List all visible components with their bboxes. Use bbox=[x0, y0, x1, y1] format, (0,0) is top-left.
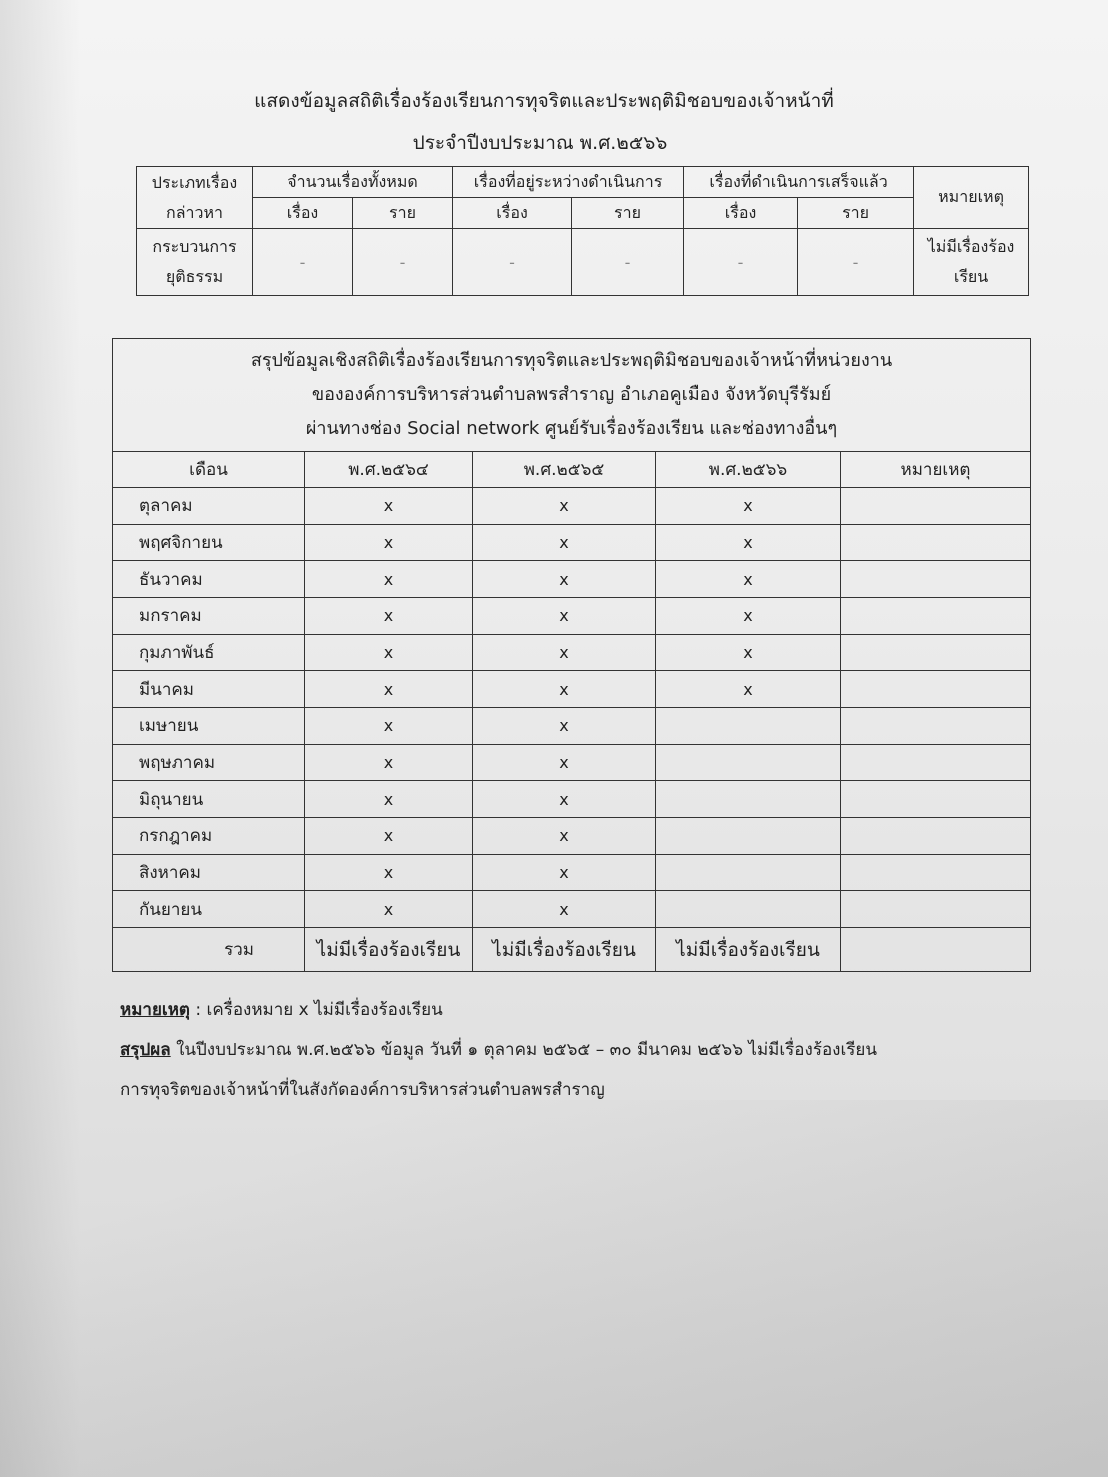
row-note bbox=[841, 487, 1031, 524]
month-cell: มิถุนายน bbox=[113, 781, 305, 818]
summary-text: ในปีงบประมาณ พ.ศ.๒๕๖๖ ข้อมูล วันที่ ๑ ตุลาคม ๒๕๖๕ – ๓๐ มีนาคม ๒๕๖๖ ไม่มีเรื่องร้องเรียน bbox=[170, 1040, 877, 1060]
summary-caption bbox=[113, 339, 1031, 452]
remark-text: : เครื่องหมาย x ไม่มีเรื่องร้องเรียน bbox=[189, 1000, 443, 1020]
summary-label: สรุปผล bbox=[120, 1040, 171, 1060]
mark-2566: x bbox=[656, 487, 841, 524]
mark-2566: x bbox=[656, 597, 841, 634]
cell-completed-story: - bbox=[684, 229, 798, 296]
subheader-case: ราย bbox=[353, 198, 453, 229]
row-complaint-type: กระบวนการยุติธรรม bbox=[137, 229, 253, 296]
mark-2564: x bbox=[305, 818, 473, 855]
mark-2565: x bbox=[473, 524, 656, 561]
header-completed: เรื่องที่ดำเนินการเสร็จแล้ว bbox=[684, 167, 914, 198]
mark-2564: x bbox=[305, 744, 473, 781]
mark-2566 bbox=[656, 891, 841, 928]
table-row bbox=[113, 854, 1031, 891]
month-cell: พฤษภาคม bbox=[113, 744, 305, 781]
header-year-2565: พ.ศ.๒๕๖๕ bbox=[473, 452, 656, 488]
month-cell: กันยายน bbox=[113, 891, 305, 928]
mark-2566 bbox=[656, 744, 841, 781]
header-total: จำนวนเรื่องทั้งหมด bbox=[253, 167, 453, 198]
total-2564: ไม่มีเรื่องร้องเรียน bbox=[305, 928, 473, 972]
header-year-2564: พ.ศ.๒๕๖๔ bbox=[305, 452, 473, 488]
mark-2566 bbox=[656, 818, 841, 855]
cell-progress-story: - bbox=[453, 229, 572, 296]
cell-note: ไม่มีเรื่องร้องเรียน bbox=[914, 229, 1029, 296]
mark-2565: x bbox=[473, 891, 656, 928]
mark-2565: x bbox=[473, 854, 656, 891]
header-note: หมายเหตุ bbox=[914, 167, 1029, 229]
row-note bbox=[841, 524, 1031, 561]
mark-2564: x bbox=[305, 671, 473, 708]
table-row bbox=[113, 561, 1031, 598]
mark-2566 bbox=[656, 781, 841, 818]
table-row bbox=[113, 597, 1031, 634]
cell-progress-case: - bbox=[572, 229, 684, 296]
month-cell: เมษายน bbox=[113, 707, 305, 744]
mark-2564: x bbox=[305, 707, 473, 744]
summary-line-2: การทุจริตของเจ้าหน้าที่ในสังกัดองค์การบริหารส่วนตำบลพรสำราญ bbox=[120, 1080, 605, 1100]
caption-line-3: ผ่านทางช่อง Social network ศูนย์รับเรื่องร้องเรียน และช่องทางอื่นๆ bbox=[305, 418, 838, 440]
subheader-story: เรื่อง bbox=[453, 198, 572, 229]
header-year-2566: พ.ศ.๒๕๖๖ bbox=[656, 452, 841, 488]
mark-2564: x bbox=[305, 781, 473, 818]
mark-2565: x bbox=[473, 597, 656, 634]
mark-2565: x bbox=[473, 707, 656, 744]
table-row bbox=[113, 744, 1031, 781]
row-note bbox=[841, 854, 1031, 891]
caption-line-2: ขององค์การบริหารส่วนตำบลพรสำราญ อำเภอคูเมือง จังหวัดบุรีรัมย์ bbox=[311, 384, 832, 406]
mark-2565: x bbox=[473, 634, 656, 671]
subheader-case: ราย bbox=[798, 198, 914, 229]
row-note bbox=[841, 671, 1031, 708]
month-cell: ธันวาคม bbox=[113, 561, 305, 598]
cell-total-story: - bbox=[253, 229, 353, 296]
caption-line-1: สรุปข้อมูลเชิงสถิติเรื่องร้องเรียนการทุจริตและประพฤติมิชอบของเจ้าหน้าที่หน่วยงาน bbox=[250, 350, 893, 372]
row-note bbox=[841, 707, 1031, 744]
header-month: เดือน bbox=[113, 452, 305, 488]
total-2565: ไม่มีเรื่องร้องเรียน bbox=[473, 928, 656, 972]
mark-2564: x bbox=[305, 891, 473, 928]
remark-label: หมายเหตุ bbox=[120, 1000, 190, 1020]
cell-completed-case: - bbox=[798, 229, 914, 296]
total-label: รวม bbox=[113, 928, 305, 972]
month-cell: มีนาคม bbox=[113, 671, 305, 708]
mark-2564: x bbox=[305, 561, 473, 598]
mark-2565: x bbox=[473, 671, 656, 708]
mark-2565: x bbox=[473, 818, 656, 855]
mark-2566: x bbox=[656, 671, 841, 708]
document-title: แสดงข้อมูลสถิติเรื่องร้องเรียนการทุจริตและประพฤติมิชอบของเจ้าหน้าที่ bbox=[254, 90, 834, 112]
table-row bbox=[113, 671, 1031, 708]
mark-2566: x bbox=[656, 561, 841, 598]
header-remark: หมายเหตุ bbox=[841, 452, 1031, 488]
mark-2565: x bbox=[473, 487, 656, 524]
summary-line bbox=[120, 1036, 1080, 1063]
mark-2564: x bbox=[305, 597, 473, 634]
row-note bbox=[841, 744, 1031, 781]
month-cell: มกราคม bbox=[113, 597, 305, 634]
mark-2565: x bbox=[473, 561, 656, 598]
table-row bbox=[113, 487, 1031, 524]
row-note bbox=[841, 891, 1031, 928]
monthly-summary-table bbox=[112, 338, 1031, 972]
month-cell: ตุลาคม bbox=[113, 487, 305, 524]
row-note bbox=[841, 781, 1031, 818]
mark-2564: x bbox=[305, 634, 473, 671]
subheader-story: เรื่อง bbox=[684, 198, 798, 229]
total-note bbox=[841, 928, 1031, 972]
mark-2564: x bbox=[305, 487, 473, 524]
header-in-progress: เรื่องที่อยู่ระหว่างดำเนินการ bbox=[453, 167, 684, 198]
document-subtitle: ประจำปีงบประมาณ พ.ศ.๒๕๖๖ bbox=[412, 132, 668, 154]
month-cell: กุมภาพันธ์ bbox=[113, 634, 305, 671]
mark-2566 bbox=[656, 707, 841, 744]
subheader-case: ราย bbox=[572, 198, 684, 229]
subheader-story: เรื่อง bbox=[253, 198, 353, 229]
table-row bbox=[113, 781, 1031, 818]
mark-2565: x bbox=[473, 781, 656, 818]
table-row bbox=[113, 891, 1031, 928]
mark-2566: x bbox=[656, 524, 841, 561]
month-cell: พฤศจิกายน bbox=[113, 524, 305, 561]
mark-2564: x bbox=[305, 854, 473, 891]
total-2566: ไม่มีเรื่องร้องเรียน bbox=[656, 928, 841, 972]
table-row bbox=[113, 818, 1031, 855]
cell-total-case: - bbox=[353, 229, 453, 296]
month-cell: กรกฎาคม bbox=[113, 818, 305, 855]
mark-2564: x bbox=[305, 524, 473, 561]
table-row bbox=[113, 707, 1031, 744]
header-complaint-type: ประเภทเรื่องกล่าวหา bbox=[137, 167, 253, 229]
mark-2566 bbox=[656, 854, 841, 891]
table-row bbox=[113, 524, 1031, 561]
shadow-bottom bbox=[0, 1100, 1108, 1477]
complaint-stats-table bbox=[136, 166, 1029, 296]
row-note bbox=[841, 597, 1031, 634]
row-note bbox=[841, 634, 1031, 671]
month-cell: สิงหาคม bbox=[113, 854, 305, 891]
row-note bbox=[841, 818, 1031, 855]
table-row bbox=[113, 634, 1031, 671]
row-note bbox=[841, 561, 1031, 598]
mark-2565: x bbox=[473, 744, 656, 781]
mark-2566: x bbox=[656, 634, 841, 671]
remark-line bbox=[120, 996, 443, 1023]
